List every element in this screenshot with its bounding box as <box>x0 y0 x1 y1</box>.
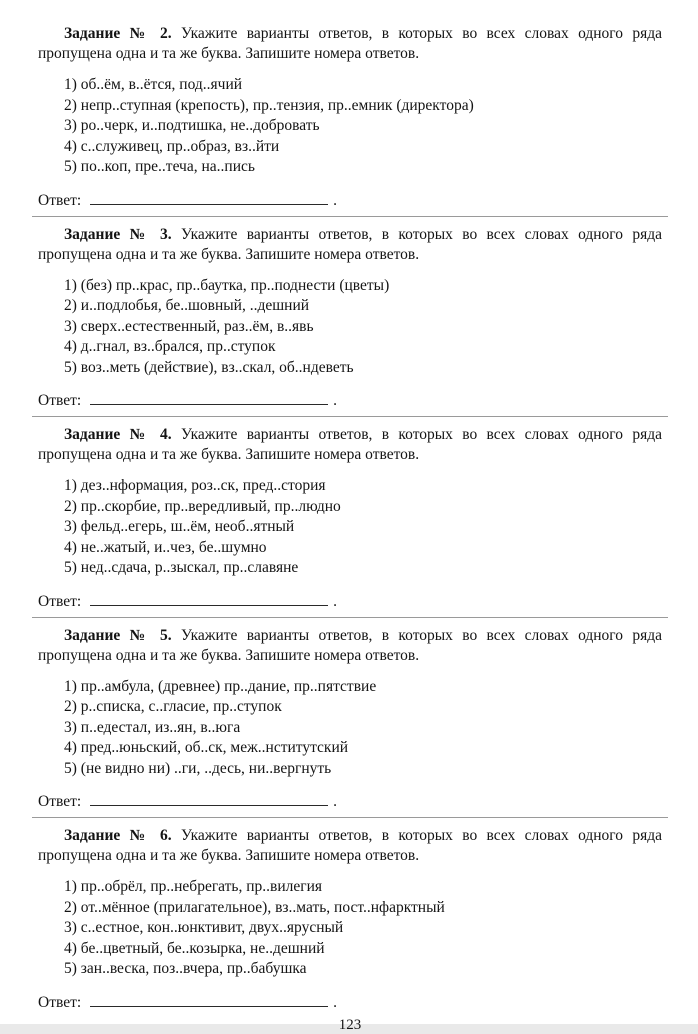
answer-blank <box>90 592 328 606</box>
word-row: 1) (без) пр..крас, пр..баутка, пр..поднести (цветы) <box>64 276 390 294</box>
word-row: 5) нед..сдача, р..зыскал, пр..славяне <box>64 559 299 576</box>
task-block <box>38 425 662 611</box>
word-row: 4) д..гнал, вз..брался, пр..ступок <box>64 338 276 355</box>
answer-period: . <box>333 993 338 1011</box>
task-title: Задание № 4. <box>64 426 172 443</box>
answer-label: Ответ: <box>38 191 82 209</box>
answer-period: . <box>333 392 338 409</box>
task-instruction: Укажите варианты ответов, в которых во всех словах одного ряда пропущена одна и та же буква. Запишите номера ответов. <box>38 426 663 463</box>
task-intro <box>38 425 662 465</box>
word-row: 3) фельд..егерь, ш..ём, необ..ятный <box>64 518 295 535</box>
answer-period: . <box>333 592 338 610</box>
task-title: Задание № 6. <box>64 827 172 844</box>
word-row: 3) сверх..естественный, раз..ём, в..явь <box>64 317 314 335</box>
answer-line <box>38 993 662 1012</box>
task-block <box>38 626 662 812</box>
answer-line <box>38 391 662 410</box>
answer-period: . <box>333 793 338 810</box>
word-row: 2) от..мённое (прилагательное), вз..мать, пост..нфарктный <box>64 898 445 916</box>
answer-blank <box>90 191 328 205</box>
answer-label: Ответ: <box>38 793 82 810</box>
word-row: 2) пр..скорбие, пр..вередливый, пр..людно <box>64 497 341 515</box>
task-items <box>38 476 662 579</box>
answer-label: Ответ: <box>38 392 82 409</box>
answer-blank <box>90 391 328 405</box>
answer-line <box>38 191 662 210</box>
task-intro <box>38 826 662 866</box>
section-divider <box>32 216 668 217</box>
word-row: 4) не..жатый, и..чез, бе..шумно <box>64 538 267 556</box>
word-row: 3) с..естное, кон..юнктивит, двух..ярусный <box>64 919 344 936</box>
task-block <box>38 826 662 1012</box>
word-row: 3) ро..черк, и..подтишка, не..добровать <box>64 117 320 134</box>
word-row: 3) п..едестал, из..ян, в..юга <box>64 718 241 736</box>
word-row: 2) р..списка, с..гласие, пр..ступок <box>64 698 282 715</box>
word-row: 4) бе..цветный, бе..козырка, не..дешний <box>64 939 325 957</box>
task-title: Задание № 2. <box>64 25 172 42</box>
answer-blank <box>90 792 328 806</box>
word-row: 5) по..коп, пре..теча, на..пись <box>64 158 255 175</box>
task-block <box>38 225 662 411</box>
task-instruction: Укажите варианты ответов, в которых во всех словах одного ряда пропущена одна и та же буква. Запишите номера ответов. <box>38 225 663 263</box>
word-row: 5) (не видно ни) ..ги, ..десь, ни..вергнуть <box>64 759 332 777</box>
task-intro <box>38 24 662 64</box>
answer-label: Ответ: <box>38 592 82 610</box>
word-row: 5) зан..веска, поз..вчера, пр..бабушка <box>64 960 307 977</box>
answer-label: Ответ: <box>38 993 82 1011</box>
answer-blank <box>90 993 328 1007</box>
task-title: Задание № 5. <box>64 626 172 644</box>
answer-line <box>38 792 662 811</box>
task-items <box>38 276 662 379</box>
section-divider <box>32 817 668 818</box>
word-row: 2) непр..ступная (крепость), пр..тензия, пр..емник (директора) <box>64 96 474 114</box>
word-row: 2) и..подлобья, бе..шовный, ..дешний <box>64 297 310 314</box>
task-items <box>38 677 662 780</box>
word-row: 5) воз..меть (действие), вз..скал, об..ндеветь <box>64 358 354 376</box>
word-row: 1) пр..обрёл, пр..небрегать, пр..вилегия <box>64 878 323 895</box>
word-row: 1) об..ём, в..ётся, под..ячий <box>64 76 243 93</box>
task-intro <box>38 225 662 265</box>
task-items <box>38 75 662 178</box>
task-items <box>38 877 662 980</box>
task-instruction: Укажите варианты ответов, в которых во всех словах одного ряда пропущена одна и та же буква. Запишите номера ответов. <box>38 25 663 62</box>
word-row: 4) с..служивец, пр..образ, вз..йти <box>64 137 280 155</box>
task-block <box>38 24 662 210</box>
answer-line <box>38 592 662 611</box>
task-instruction: Укажите варианты ответов, в которых во всех словах одного ряда пропущена одна и та же буква. Запишите номера ответов. <box>38 626 663 664</box>
answer-period: . <box>333 191 338 209</box>
task-title: Задание № 3. <box>64 225 172 243</box>
task-intro <box>38 626 662 666</box>
task-instruction: Укажите варианты ответов, в которых во всех словах одного ряда пропущена одна и та же буква. Запишите номера ответов. <box>38 827 663 864</box>
section-divider <box>32 416 668 417</box>
word-row: 1) дез..нформация, роз..ск, пред..стория <box>64 477 326 494</box>
page-number: 123 <box>338 1016 362 1033</box>
section-divider <box>32 617 668 618</box>
word-row: 4) пред..юньский, об..ск, меж..нститутский <box>64 739 349 756</box>
word-row: 1) пр..амбула, (древнее) пр..дание, пр..пятствие <box>64 677 377 695</box>
